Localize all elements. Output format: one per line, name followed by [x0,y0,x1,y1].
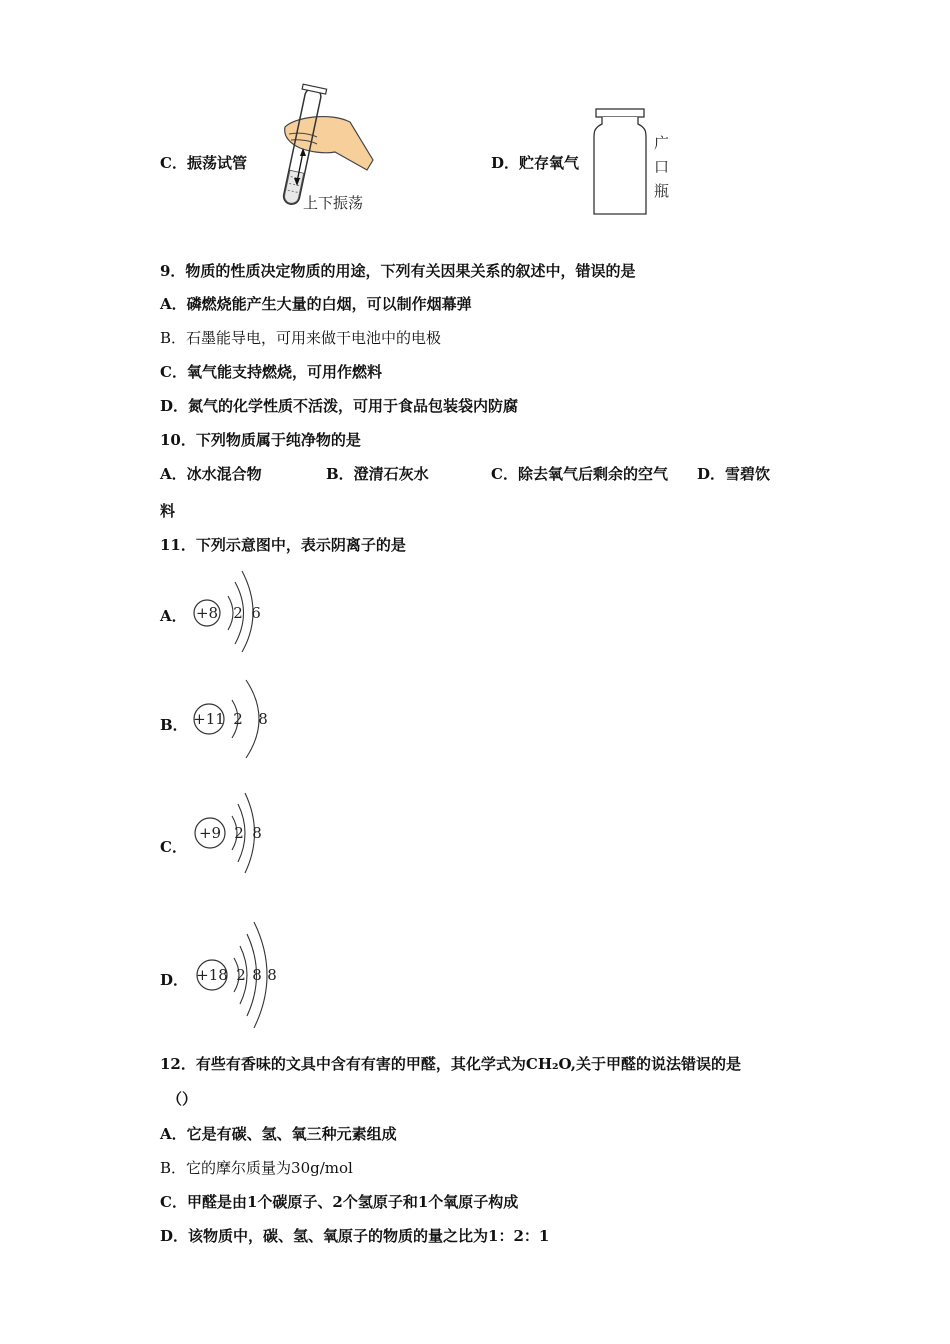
nucleus-charge: +9 [198,824,222,842]
shell-electrons: 2 [234,824,244,842]
q11-option-c-label: C． [160,838,187,856]
q9-option-a: A．磷燃烧能产生大量的白烟，可以制作烟幕弹 [160,295,472,313]
q8-option-c: C．振荡试管 [160,154,247,172]
shell-electrons: 8 [252,966,262,984]
q10-option-c: C．除去氧气后剩余的空气 [491,465,668,483]
shake-label: 上下振荡 [303,194,364,212]
q12-stem: 12．有些有香味的文具中含有有害的甲醛，其化学式为CH₂O,关于甲醛的说法错误的是 [160,1055,741,1073]
atom-diagram-a [190,568,280,660]
q12-option-c: C．甲醛是由1个碳原子、2个氢原子和1个氧原子构成 [160,1193,519,1211]
wide-mouth-bottle-figure [588,106,678,222]
shell-electrons: 8 [258,710,268,728]
q12-option-b: B．它的摩尔质量为30g/mol [160,1159,353,1177]
q11-option-b-label: B． [160,716,188,734]
q10-option-a: A．冰水混合物 [160,465,262,483]
q9-option-b: B．石墨能导电，可用来做干电池中的电极 [160,329,442,347]
nucleus-charge: +11 [193,710,225,728]
shell-electrons: 8 [252,824,262,842]
q12-option-d: D．该物质中，碳、氢、氧原子的物质的量之比为1：2：1 [160,1227,550,1245]
q10-option-d-cont: 料 [160,502,176,520]
q12-option-a: A．它是有碳、氢、氧三种元素组成 [160,1125,397,1143]
atom-diagram-d [190,918,290,1034]
q12-stem-cont: （） [167,1090,198,1108]
atom-diagram-b [190,676,280,766]
q10-option-d: D．雪碧饮 [697,465,771,483]
shaking-test-tube-figure [255,82,385,221]
q11-stem: 11．下列示意图中，表示阴离子的是 [160,536,406,554]
shell-electrons: 2 [236,966,246,984]
q9-option-c: C．氧气能支持燃烧，可用作燃料 [160,363,382,381]
nucleus-charge: +18 [196,966,228,984]
atom-diagram-c [190,790,280,880]
shell-electrons: 8 [267,966,277,984]
q10-stem: 10．下列物质属于纯净物的是 [160,431,361,449]
q10-option-b: B．澄清石灰水 [326,465,429,483]
bottle-label-3: 瓶 [654,182,670,200]
bottle-label-2: 口 [654,158,670,176]
shell-electrons: 6 [251,604,261,622]
q11-option-d-label: D． [160,971,189,989]
shell-electrons: 2 [233,710,243,728]
q11-option-a-label: A． [160,607,187,625]
q8-option-d: D．贮存氧气 [491,154,580,172]
bottle-label-1: 广 [654,134,670,152]
q9-stem: 9．物质的性质决定物质的用途，下列有关因果关系的叙述中，错误的是 [160,262,636,280]
q9-option-d: D．氮气的化学性质不活泼，可用于食品包装袋内防腐 [160,397,519,415]
shell-electrons: 2 [233,604,243,622]
nucleus-charge: +8 [195,604,219,622]
